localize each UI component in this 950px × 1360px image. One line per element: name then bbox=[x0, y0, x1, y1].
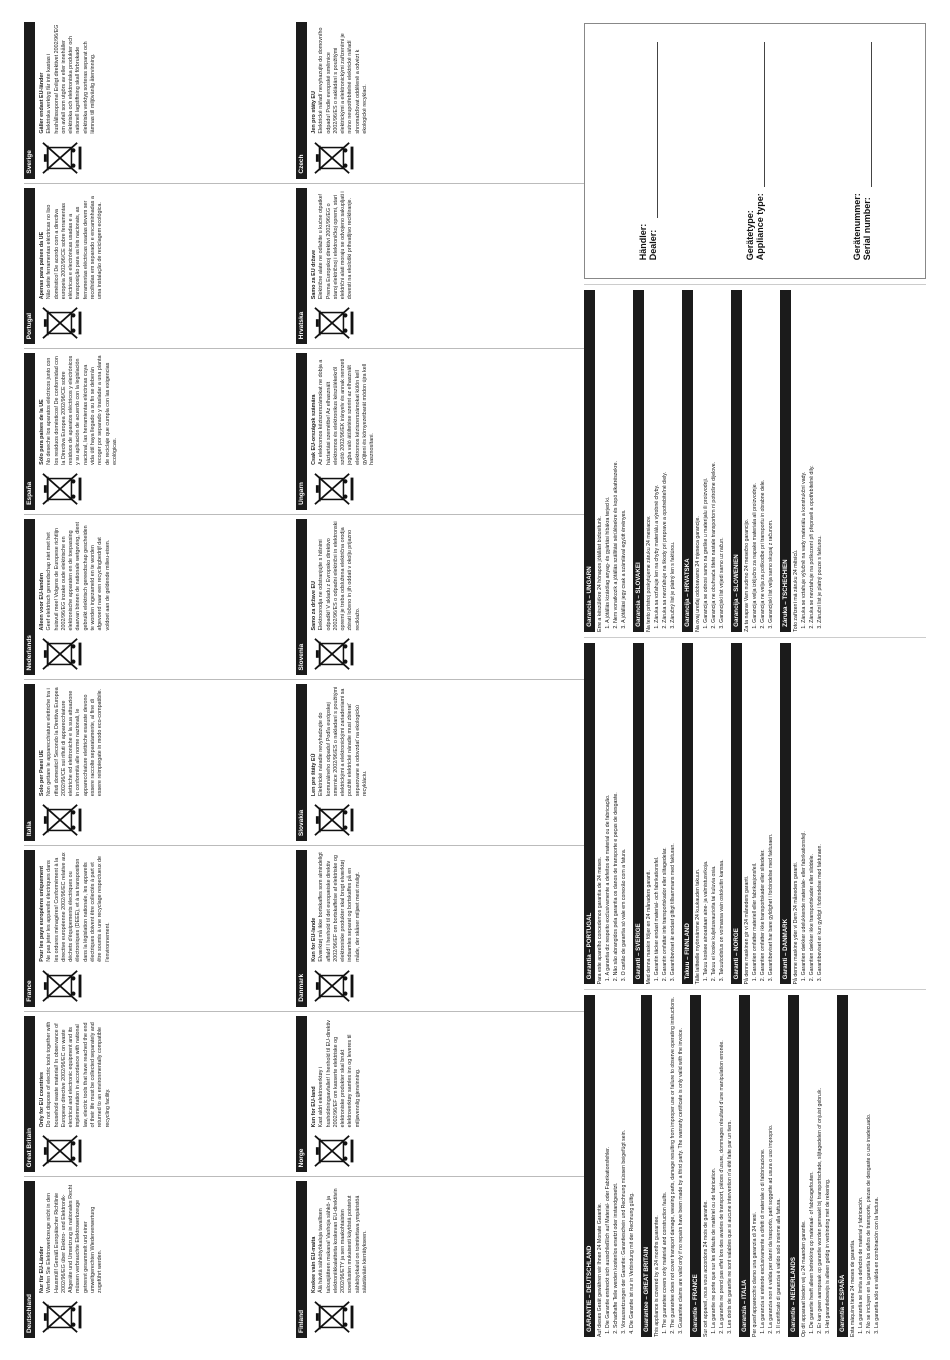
crossed-bin-icon bbox=[311, 470, 355, 508]
crossed-bin-icon bbox=[311, 304, 355, 342]
guarantee-term: 1. La garantie ne porte que sur les défauts de matériel ou de fabrication. bbox=[711, 995, 718, 1328]
guarantee-term: 2. Schadhafte Teile werden kostenlos ersetzt oder instandgesetzt. bbox=[613, 995, 620, 1328]
guarantee-terms-list bbox=[654, 290, 677, 632]
weee-notice bbox=[296, 680, 584, 846]
guarantee-term: 3. Les droits de garantie ne sont valables que si aucune intervention n'a été faite par un tiers. bbox=[727, 995, 734, 1328]
weee-notice bbox=[24, 514, 296, 680]
weee-paragraph: Non gettare le apparecchiature elettriche tra i rifiuti domestici! Secondo la Direttiva Europea 2002/96/CE sui rifiuti di apparecchiature elettriche ed elettroniche e la sua attuazione in conformità alle norme nazionali, le apparecchiature elettriche esauste devono essere raccolte separatamente, al fine di essere reimpiegate in modo eco-compatibile. bbox=[46, 687, 104, 797]
guarantee-intro: Auf dieses Gerät gewähren wir Ihnen 24 Monate Garantie. bbox=[597, 1202, 603, 1337]
guarantee-term: 2. Não são abrangidos pela garantia os danos de transporte e peças de desgaste. bbox=[613, 643, 620, 976]
guarantee-term: 1. A garantia diz respeito exclusivamente a defeitos de material ou de fabricação. bbox=[605, 643, 612, 976]
weee-paragraph: Az elektromos kéziszerszámokat ne dobja a háztartási szemétbe! Az elhasznált elektromos és elektronikus készülékekről szóló 2002/96/EK irányelv és annak nemzeti jogba való átültetése szerint az elhasznált elektromos kéziszerszámokat külön kell gyűjteni és környezetbarát módon újra kell hasznosítani. bbox=[318, 358, 376, 465]
weee-notice-text bbox=[39, 852, 292, 962]
weee-notice bbox=[24, 348, 296, 514]
guarantee-terms-list bbox=[703, 643, 726, 985]
guarantee-title: Garanti – DANMARK bbox=[780, 643, 791, 985]
guarantee-term: 3. Garantibeviset er kun gyldigt i forbindelse med fakturaen. bbox=[817, 643, 824, 976]
guarantee-term: 1. Garantien omfatter materiell eller fabrikasjonsfeil. bbox=[752, 643, 759, 976]
weee-notice-body bbox=[35, 188, 296, 345]
weee-heading: Solo per Paesi UE bbox=[39, 749, 45, 797]
guarantee-term: 1. Die Garantie erstreckt sich ausschließlich auf Material- oder Fabrikationsfehler. bbox=[605, 995, 612, 1328]
dealer-form bbox=[584, 23, 926, 279]
weee-band-b bbox=[296, 18, 584, 1342]
guarantee-term: 3. Záručný list je platný len s faktúrou. bbox=[670, 290, 677, 623]
weee-country-header: Great Britain bbox=[24, 1016, 35, 1173]
crossed-bin-icon bbox=[311, 801, 355, 839]
guarantee-section bbox=[584, 995, 636, 1337]
weee-notice-text bbox=[311, 687, 580, 797]
guarantee-term: 2. Nem vonatkozik a jótállás szállítási sérülésekre és kopó alkatrészekre. bbox=[613, 290, 620, 623]
guarantee-intro: Op dit apparaat bieden wij u 24 maanden garantie. bbox=[801, 1220, 808, 1337]
guarantee-section bbox=[641, 995, 685, 1337]
weee-paragraph: Älä hävitä sähkötyökaluja tavallisen talousjätteen mukana! Vanhoja sähkö- ja elektroniikkalaitteita koskevan EU-direktiivin 2002/96/ETY ja sen maakohtaisten sovellusten mukaisesti käytöstä poistetut sähkötyökalut on toimitettava ympäristöä säästävään kierrätykseen. bbox=[318, 1188, 369, 1293]
guarantee-terms-list bbox=[760, 995, 783, 1337]
guarantee-term: 2. The guarantee does not cover transport damage, wearing parts, damage resulting from improper use or failure to observe operating instructions. bbox=[670, 995, 677, 1328]
guarantee-section bbox=[731, 643, 775, 985]
guarantee-term: 2. Takuu ei koske kuljetusvaurioita tai kuluvia osia. bbox=[711, 643, 718, 976]
crossed-bin-icon bbox=[39, 139, 83, 177]
guarantee-intro: Toto zařízení má záruku 24 měsíců. bbox=[793, 549, 800, 632]
weee-notice-text bbox=[311, 190, 580, 300]
weee-notice bbox=[296, 514, 584, 680]
weee-paragraph: Električne alate ne odlažite u kućne otpatke! Prema Europskoj direktivi 2002/96/EG o staroj električnoj i elektroničkoj opremi, stari električni alati moraju se odvojeno sakupljati i dovesti na ekološki prihvatljivo recikliranje. bbox=[318, 191, 354, 300]
weee-country-header: Slovenia bbox=[296, 519, 307, 676]
weee-country-header: Nederlands bbox=[24, 519, 35, 676]
crossed-bin-icon bbox=[39, 801, 83, 839]
guarantee-term: 1. La garanzia si estende esclusivamente a difetti di materiale o di fabbricazione. bbox=[760, 995, 767, 1328]
guarantee-term: 3. A jótállási jegy csak a számlával együtt érvényes. bbox=[621, 290, 628, 623]
weee-notice-body bbox=[307, 188, 584, 345]
weee-notice-body bbox=[307, 519, 584, 676]
guarantee-terms-list bbox=[809, 995, 832, 1337]
serial-number-label: Gerätenummer: Serial number: bbox=[851, 193, 872, 261]
guarantee-term: 2. Garantien dækker ikke transportskader eller sliddele. bbox=[809, 643, 816, 976]
guarantee-title: Garancija – HRVATSKA bbox=[682, 290, 693, 632]
crossed-bin-icon bbox=[39, 967, 83, 1005]
guarantee-title: Záruka – TSCHECHIEN bbox=[780, 290, 791, 632]
guarantee-title: Guarantee – GREAT BRITAIN bbox=[641, 995, 652, 1337]
weee-notice-text bbox=[311, 24, 580, 134]
weee-country-header: Norge bbox=[296, 1016, 307, 1173]
weee-notice bbox=[296, 1176, 584, 1342]
weee-heading: Kun for EU-lande bbox=[311, 917, 317, 962]
guarantee-terms-list bbox=[801, 290, 824, 632]
guarantee-term: 3. Záruční list je platný pouze s fakturou. bbox=[817, 290, 824, 623]
weee-country-header: Danmark bbox=[296, 850, 307, 1007]
weee-notice-body bbox=[35, 353, 296, 510]
guarantee-title: Garanti – NORGE bbox=[731, 643, 742, 985]
dealer-row bbox=[638, 42, 658, 260]
weee-country-header: Italia bbox=[24, 685, 35, 842]
weee-country-header: Deutschland bbox=[24, 1181, 35, 1338]
guarantee-section bbox=[780, 643, 824, 985]
weee-paragraph: Elektroorodja ne odstranjujte s hišnimi odpadki! V skladu z Evropsko direktivo 2002/96/ES o odpadni električni in elektronski opremi je treba odslužena električna orodja zbirati ločeno in jih oddati v okolju prijazno reciklažo. bbox=[318, 521, 361, 631]
guarantee-term: 1. The guarantee covers only material and construction faults. bbox=[662, 995, 669, 1328]
weee-notice-text bbox=[39, 1018, 292, 1128]
guarantee-title: Takuu – FINNLAND bbox=[682, 643, 693, 985]
crossed-bin-icon bbox=[39, 636, 83, 674]
guarantee-terms-list bbox=[654, 643, 677, 985]
guarantee-term: 3. Het garantiebewijs is alleen geldig in verbinding met de rekening. bbox=[825, 995, 832, 1328]
guarantee-title: Garancia – UNGARN bbox=[584, 290, 595, 632]
weee-notice-text bbox=[39, 521, 292, 631]
guarantee-section bbox=[633, 290, 677, 632]
weee-heading: Gäller endast EU-länder bbox=[39, 72, 45, 134]
weee-notice-text bbox=[311, 355, 580, 465]
guarantee-term: 2. Záruka se nevztahuje na poškození při přepravě a opotřebitelné díly. bbox=[809, 290, 816, 623]
guarantee-section bbox=[739, 995, 783, 1337]
weee-notice-text bbox=[39, 24, 292, 134]
guarantee-term: 1. Garantien dækker udelukkende materiale- eller fabrikationsfejl. bbox=[801, 643, 808, 976]
guarantee-term: 2. Garantien omfatter ikke transportskader eller slitedeler. bbox=[760, 643, 767, 976]
weee-country-header: Hrvatska bbox=[296, 188, 307, 345]
guarantee-term: 1. A jótállás kizárólag anyag- és gyártási hibákra terjed ki. bbox=[605, 290, 612, 623]
weee-heading: Len pre štáty EÚ bbox=[311, 753, 317, 797]
weee-notice-body bbox=[307, 685, 584, 842]
guarantee-term: 2. Záruka sa nevzťahuje na škody pri preprave a opotrebiteľné diely. bbox=[662, 290, 669, 623]
weee-notice-text bbox=[311, 521, 580, 631]
guarantee-terms-list bbox=[858, 995, 881, 1337]
guarantee-terms-list bbox=[801, 643, 824, 985]
weee-notice bbox=[24, 183, 296, 349]
weee-notice-text bbox=[39, 1183, 292, 1293]
weee-heading: Csak EU-országok számára bbox=[311, 394, 317, 465]
weee-country-header: España bbox=[24, 353, 35, 510]
guarantee-term: 2. No se incluyen en la garantía los daños de transporte, piezas de desgaste o uso inadecuado. bbox=[866, 995, 873, 1328]
guarantee-term: 1. Garancija velja izključno za napake materiala ali proizvodnje. bbox=[752, 290, 759, 623]
weee-band-a bbox=[24, 18, 296, 1342]
crossed-bin-icon bbox=[39, 304, 83, 342]
guarantee-term: 2. La garanzia non è valida per danni da trasporto, parti soggette ad usura o uso improprio. bbox=[768, 995, 775, 1328]
weee-notice-text bbox=[39, 355, 292, 465]
weee-paragraph: Geef elektrisch gereedschap niet met het huisvuil mee! Volgens de Europese richtlijn 2002/96/EG inzake oude elektrische en elektronische apparaten en de toepassing daarvan binnen de nationale wetgeving, dient gebruikt elektrisch gereedschap gescheiden te worden ingezameld en te worden afgevoerd naar een recyclingbedrijf dat voldoet aan de geldende milieu-eisen. bbox=[46, 522, 111, 631]
guarantee-title: GARANTIE – DEUTSCHLAND bbox=[584, 995, 595, 1337]
crossed-bin-icon bbox=[39, 470, 83, 508]
guarantee-title: Garancia – SLOVAKEI bbox=[633, 290, 644, 632]
weee-paragraph: Werfen Sie Elektrowerkzeuge nicht in den Hausmüll! Gemäß Europäischer Richtlinie 2002/96/EG über Elektro- und Elektronik-Altgeräte und Umsetzung in nationales Recht müssen verbrauchte Elektrowerkzeuge getrennt gesammelt und einer umweltgerechten Wiederverwertung zugeführt werden. bbox=[46, 1184, 104, 1293]
guarantee-intro: Erre a készülékre 24 hónapos jótállást biztosítunk. bbox=[597, 516, 603, 632]
weee-notice bbox=[24, 1176, 296, 1342]
weee-paragraph: Elektrické náradie nevyhadzujte do komunálneho odpadu! Podľa európskej smernice 2002/96/ES o nakladaní s použitými elektrickými a elektronickými zariadeniami sa použité elektrické náradie musí zbierať separovane a odovzdať na ekologickú recykláciu. bbox=[318, 686, 369, 797]
weee-paragraph: Ne pas jeter les appareils électriques dans les ordures ménagères! Conformément à la directive européenne 2002/96/EC relative aux déchets d'équipements électriques ou électroniques (DEEE), et à sa transposition dans la législation nationale, les appareils électriques doivent être collectés à part et être soumis à une recyclage respectueux de l'environnement. bbox=[46, 852, 111, 962]
guarantee-term: 4. Die Garantie ist nur in Verbindung mit der Rechnung gültig. bbox=[629, 995, 636, 1328]
guarantee-section bbox=[731, 290, 775, 632]
guarantee-intro: Esta máquina tiene 24 meses de garantía. bbox=[850, 1239, 857, 1337]
guarantee-term: 1. Garancija se odnosi samo na greške u materijalu ili proizvodnji. bbox=[703, 290, 710, 623]
guarantee-terms-list bbox=[605, 995, 636, 1337]
weee-paragraph: Não deite ferramentas eléctricas no lixo doméstico! De acordo com a directiva europeia 2002/96/CE sobre ferramentas eléctricas e electrónicas usadas e a transposição para as leis nacionais, as ferramentas eléctricas usadas devem ser recolhidas em separado e encaminhadas a uma instalação de reciclagem ecológica. bbox=[46, 196, 104, 300]
guarantee-terms-list bbox=[605, 643, 628, 985]
weee-heading: Kun for EU-land bbox=[311, 1086, 317, 1128]
guarantee-terms-list bbox=[662, 995, 685, 1337]
guarantee-term: 3. Garancijski list velja samo skupaj z računom. bbox=[768, 290, 775, 623]
weee-notice-body bbox=[35, 1181, 296, 1338]
weee-heading: Jen pro státy EU bbox=[311, 91, 317, 134]
weee-notice bbox=[24, 845, 296, 1011]
guarantee-intro: This appliance is covered by a 24 months guarantee. bbox=[654, 1215, 661, 1337]
serial-number-row bbox=[852, 42, 872, 260]
weee-notice-body bbox=[35, 22, 296, 179]
weee-country-header: Slovakia bbox=[296, 685, 307, 842]
guarantee-title: Garancija – SLOWENIEN bbox=[731, 290, 742, 632]
guarantee-intro: På denne maskine yder vi Dem 24 måneders garanti. bbox=[793, 861, 800, 985]
crossed-bin-icon bbox=[311, 967, 355, 1005]
weee-country-header: Finland bbox=[296, 1181, 307, 1338]
guarantee-section bbox=[682, 290, 726, 632]
weee-notice bbox=[296, 18, 584, 183]
guarantee-section bbox=[633, 643, 677, 985]
weee-paragraph: Elektriska verktyg får inte kastas i hushållssoporna! Enligt direktivet 2002/96/EG om avfall som utgörs av eller innehåller elektriska och elektroniska produkter och nationell lagstiftning skall förbrukade elektriska verktyg sorteras separat och lämnas till miljövänlig återvinning. bbox=[46, 24, 97, 134]
weee-paragraph: Elværktøj må ikke bortskaffes som almindeligt affald! I henhold til det europæiske direktiv 2002/96/EF om bortskaffelse af elektriske og elektroniske produkter skal brugt elværktøj indsamles separat og bortskaffes på en måde, der skåner miljøet mest muligt. bbox=[318, 852, 361, 962]
guarantee-section bbox=[780, 290, 824, 632]
guarantee-section bbox=[584, 643, 628, 985]
crossed-bin-icon bbox=[39, 1298, 83, 1336]
guarantee-intro: Za ta naprav Vam nudimo 24 mesečno garancijo. bbox=[744, 518, 751, 632]
crossed-bin-icon bbox=[311, 1132, 355, 1170]
guarantee-terms-list bbox=[752, 643, 775, 985]
guarantee-title: Garantia – PORTUGAL bbox=[584, 643, 595, 985]
weee-notice-body bbox=[307, 22, 584, 179]
weee-notice bbox=[296, 348, 584, 514]
weee-notice-text bbox=[311, 1018, 580, 1128]
guarantee-term: 3. Garantibeviset är endast giltigt tillsammans med fakturan. bbox=[670, 643, 677, 976]
serial-number-field[interactable] bbox=[859, 42, 872, 187]
weee-notice-body bbox=[307, 850, 584, 1007]
crossed-bin-icon bbox=[311, 636, 355, 674]
guarantee-intro: Med denna maskin följer en 24 månaders garanti. bbox=[646, 870, 653, 985]
guarantee-intro: Na ovaj uređaj odobravamo 24 mjeseca garancije. bbox=[695, 516, 702, 632]
weee-notice-body bbox=[307, 1016, 584, 1173]
dealer-field[interactable] bbox=[645, 42, 658, 218]
weee-country-header: Portugal bbox=[24, 188, 35, 345]
weee-heading: Nur für EU-Länder bbox=[39, 1246, 45, 1293]
guarantee-terms-list bbox=[752, 290, 775, 632]
guarantee-intro: Na tento prístroj poskytujeme záruku 24 mesiacov. bbox=[646, 515, 653, 632]
guarantee-section bbox=[788, 995, 832, 1337]
weee-notice bbox=[24, 680, 296, 846]
guarantee-title: Garantie – FRANCE bbox=[690, 995, 701, 1337]
guarantee-band bbox=[584, 18, 926, 1342]
weee-notice bbox=[296, 1011, 584, 1177]
crossed-bin-icon bbox=[39, 1132, 83, 1170]
dealer-form-column bbox=[584, 18, 926, 284]
guarantee-intro: På denne maskinen gir vi 24 måneders garanti. bbox=[744, 875, 751, 985]
guarantee-term: 3. Voraussetzungen der Garantie: Garantieschein und Rechnung müssen beigefügt sein. bbox=[621, 995, 628, 1328]
weee-notice-body bbox=[307, 1181, 584, 1338]
weee-notice-body bbox=[35, 519, 296, 676]
guarantee-title: Garanzia – ITALIA bbox=[739, 995, 750, 1337]
weee-heading: Only for EU countries bbox=[39, 1071, 45, 1128]
guarantee-intro: Per quest'apparecchio diamo una garanzia di 24 mesi. bbox=[752, 1212, 759, 1337]
guarantee-term: 2. Garancija ne obuhvaća štete nastale transportom ni potrošne dijelove. bbox=[711, 290, 718, 623]
guarantee-term: 3. Il certificato di garanzia è valido solo insieme alla fattura. bbox=[776, 995, 783, 1328]
guarantee-term: 1. Garantin täcker endast material- och fabrikationsfel. bbox=[654, 643, 661, 976]
guarantee-title: Garanti – SVERIGE bbox=[633, 643, 644, 985]
weee-heading: Pour les pays européens uniquement bbox=[39, 865, 45, 962]
weee-heading: Apenas para países da UE bbox=[39, 231, 45, 300]
weee-notice bbox=[24, 18, 296, 183]
appliance-type-label: Gerätetype: Appliance type: bbox=[744, 193, 765, 261]
appliance-type-row bbox=[745, 42, 765, 260]
guarantee-intro: Sur cet appareil, nous vous accordons 24 mois de garantie. bbox=[703, 1200, 710, 1337]
weee-paragraph: No deseche los aparatos eléctricos junto con los residuos domésticos! De conformidad con la Directiva Europea 2002/96/CE sobre residuos de aparatos eléctricos y electrónicos y su aplicación de acuerdo con la legislación nacional, las herramientas eléctricas cuya vida útil haya llegado a su fin se deberán recoger por separado y trasladar a una planta de reciclaje que cumpla con las exigencias ecológicas. bbox=[46, 355, 118, 465]
guarantee-title: Garantie – NEDERLANDS bbox=[788, 995, 799, 1337]
crossed-bin-icon bbox=[311, 1298, 355, 1336]
weee-notice-body bbox=[35, 850, 296, 1007]
guarantee-section bbox=[682, 643, 726, 985]
guarantee-term: 3. Takuutodistus on voimassa vain ostokuitin kanssa. bbox=[719, 643, 726, 976]
dealer-label: Händler: Dealer: bbox=[638, 223, 659, 261]
weee-paragraph: Elektrické nářadí nevyhazujte do domovního odpadu! Podle evropské směrnice 2002/96/ES o nakládání s použitými elektrickými a elektronickými zařízeními je nutno neupotřebitelné elektrické nářadí shromažďovat odděleně a odvézt k ekologické recyklaci. bbox=[318, 27, 369, 134]
guarantee-term: 3. La garantía sólo es válida en combinación con la factura. bbox=[874, 995, 881, 1328]
weee-heading: Koskee vain EU-maita bbox=[311, 1236, 317, 1293]
weee-notice bbox=[296, 845, 584, 1011]
guarantee-terms-list bbox=[605, 290, 628, 632]
guarantee-term: 3. Garancijski list vrijedi samo uz račun. bbox=[719, 290, 726, 623]
guarantee-term: 1. Záruka se vztahuje výlučně na vady materiálu a konstrukční vady. bbox=[801, 290, 808, 623]
weee-country-header: Sverige bbox=[24, 22, 35, 179]
weee-heading: Alleen voor EU-landen bbox=[39, 572, 45, 631]
guarantee-section bbox=[837, 995, 881, 1337]
guarantee-term: 3. O cartão de garantia só vale em conexão com a fatura. bbox=[621, 643, 628, 976]
guarantee-term: 1. Záruka sa vzťahuje len na chyby materiálu a výrobné chyby. bbox=[654, 290, 661, 623]
guarantee-term: 1. De garantie heeft alleen betrekking op materiaal- of fabricagefouten. bbox=[809, 995, 816, 1328]
weee-country-header: Czech bbox=[296, 22, 307, 179]
guarantee-terms-list bbox=[711, 995, 734, 1337]
guarantee-term: 2. La garantie ne prend pas effet lors des avaries de transport, pièces d'usure, dommages résultant d'une manipulation erronée. bbox=[719, 995, 726, 1328]
guarantee-intro: Tälle laitteelle myönnämme 24 kuukauden takuun. bbox=[695, 868, 702, 985]
weee-heading: Samo za države EU bbox=[311, 581, 317, 631]
guarantee-intro: Para este aparelho concedemos garantia de 24 meses. bbox=[597, 856, 603, 985]
weee-heading: Samo za EU države bbox=[311, 249, 317, 300]
weee-notice-text bbox=[311, 1183, 580, 1293]
weee-notice-body bbox=[35, 1016, 296, 1173]
weee-country-header: Ungarn bbox=[296, 353, 307, 510]
crossed-bin-icon bbox=[311, 139, 355, 177]
guarantee-column-1 bbox=[584, 989, 926, 1342]
guarantee-column-3 bbox=[584, 284, 926, 637]
guarantee-term: 3. Garantibeviset har bare gyldighet i forbindelse med fakturaen. bbox=[768, 643, 775, 976]
weee-notice-body bbox=[35, 685, 296, 842]
weee-notice-text bbox=[39, 687, 292, 797]
guarantee-term: 2. Garantin omfattar inte transportskador eller slitagedelar. bbox=[662, 643, 669, 976]
weee-country-header: France bbox=[24, 850, 35, 1007]
weee-notice-text bbox=[311, 852, 580, 962]
guarantee-column-2 bbox=[584, 637, 926, 990]
guarantee-term: 1. Takuu koskee ainoastaan aine- ja valmistusvikoja. bbox=[703, 643, 710, 976]
weee-notice-text bbox=[39, 190, 292, 300]
guarantee-section bbox=[584, 290, 628, 632]
weee-notice bbox=[24, 1011, 296, 1177]
guarantee-term: 3. Guarantee claims are valid only if no repairs have been made by a third party. The warranty certificate is only valid with the invoice. bbox=[678, 995, 685, 1328]
appliance-type-field[interactable] bbox=[752, 42, 765, 187]
guarantee-title: Garantía – ESPAÑA bbox=[837, 995, 848, 1337]
guarantee-term: 1. La garantía se limita a defectos de material y fabricación. bbox=[858, 995, 865, 1328]
guarantee-section bbox=[690, 995, 734, 1337]
weee-notice-body bbox=[307, 353, 584, 510]
weee-heading: Sólo para países de la UE bbox=[39, 399, 45, 465]
guarantee-term: 2. Garancija ne velja za poškodbe pri transportu in obrabne dele. bbox=[760, 290, 767, 623]
weee-notice bbox=[296, 183, 584, 349]
weee-paragraph: Do not dispose of electric tools together with household waste material! In observance of European directive 2002/96/EC on waste electrical and electronic equipment and its implementation in accordance with national law, electric tools that have reached the end of their life must be collected separately and returned to an environmentally compatible recycling facility. bbox=[46, 1021, 111, 1128]
guarantee-term: 2. Er kan geen aanspraak op garantie worden gemaakt bij transportschade, slijtagedelen of onjuist gebruik. bbox=[817, 995, 824, 1328]
weee-paragraph: Kast aldri elektroverktøy i husholdningsavfallet! I henhold til EU-direktiv 2002/96/EF om kasserte elektriske og elektroniske produkter skal brukt elektroverktøy samles inn og leveres til miljøvennlig gjenvinning. bbox=[318, 1020, 361, 1128]
guarantee-terms-list bbox=[703, 290, 726, 632]
